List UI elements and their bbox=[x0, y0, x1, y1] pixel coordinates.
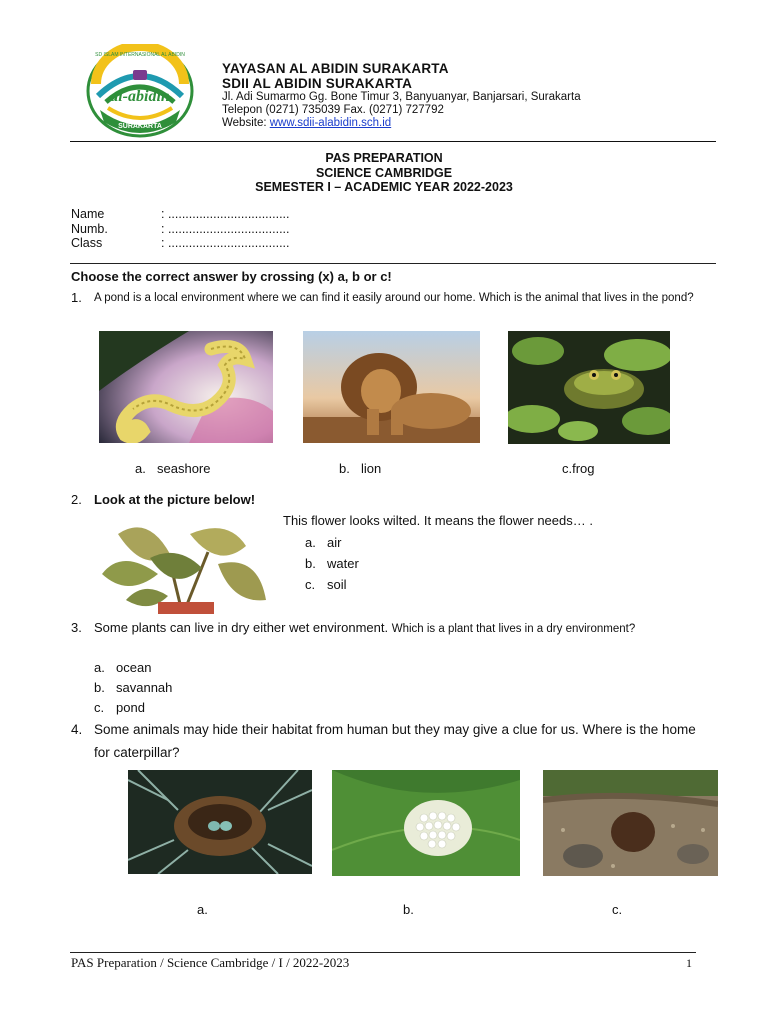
seahorse-photo bbox=[99, 331, 273, 443]
header-divider bbox=[70, 141, 716, 142]
footer-divider bbox=[70, 952, 696, 953]
school-website-line bbox=[222, 117, 581, 130]
identity-row-number[interactable]: Numb. : ................................... bbox=[71, 221, 290, 236]
title-line-3: SEMESTER I – ACADEMIC YEAR 2022-2023 bbox=[255, 180, 513, 194]
section-divider bbox=[70, 263, 716, 264]
eggs-on-leaf-photo bbox=[332, 770, 520, 876]
title-line-2: SCIENCE CAMBRIDGE bbox=[315, 165, 453, 180]
question-number: 3. bbox=[71, 620, 82, 635]
identity-row-class[interactable]: Class : ................................... bbox=[71, 236, 290, 250]
question-2 bbox=[71, 490, 371, 510]
school-info bbox=[222, 61, 581, 130]
question-4 bbox=[71, 718, 699, 764]
question-text: Some animals may hide their habitat from human but they may give a clue for us. Where is the home for caterpillar? bbox=[94, 722, 696, 760]
school-name: SDII AL ABIDIN SURAKARTA bbox=[222, 76, 413, 91]
instruction: Choose the correct answer by crossing (x) a, b or c! bbox=[71, 269, 392, 284]
q1-option-a[interactable]: a. seashore bbox=[135, 461, 211, 476]
q2-option-a[interactable]: a. air bbox=[305, 535, 342, 550]
bird-nest-photo bbox=[128, 770, 312, 874]
frog-photo bbox=[508, 331, 670, 444]
question-number: 4. bbox=[71, 722, 83, 737]
school-logo bbox=[86, 44, 194, 138]
identity-row-name[interactable]: Name : ................................... bbox=[71, 207, 290, 221]
q3-option-c[interactable]: c. pond bbox=[94, 700, 145, 715]
q2-option-c[interactable]: c. soil bbox=[305, 577, 347, 592]
wilted-plant-photo bbox=[98, 514, 268, 614]
title-line-1: PAS PREPARATION bbox=[325, 151, 443, 165]
q4-option-c[interactable]: c. bbox=[612, 902, 623, 917]
question-1 bbox=[71, 288, 699, 308]
question-text: A pond is a local environment where we can find it easily around our home. Which is the animal that lives in the pond? bbox=[94, 292, 694, 304]
q4-option-a[interactable]: a. bbox=[197, 902, 208, 917]
footer-text: PAS Preparation / Science Cambridge / I / 2022-2023 bbox=[71, 955, 350, 970]
student-identity bbox=[71, 207, 290, 251]
question-3 bbox=[71, 618, 698, 639]
name-field[interactable]: : ................................... bbox=[161, 207, 290, 221]
q3-option-a[interactable]: a. ocean bbox=[94, 660, 152, 675]
website-label: Website: bbox=[222, 117, 270, 129]
q3-option-b[interactable]: b. savannah bbox=[94, 680, 173, 695]
q2-option-b[interactable]: b. water bbox=[305, 556, 359, 571]
page-number: 1 bbox=[686, 956, 692, 970]
q1-option-c[interactable]: c.frog bbox=[562, 461, 595, 476]
document-title bbox=[70, 151, 698, 195]
q1-option-b[interactable]: b. lion bbox=[339, 461, 382, 476]
question-number: 1. bbox=[71, 290, 82, 305]
class-field[interactable]: : ................................... bbox=[161, 236, 290, 250]
logo-brand: al-abidin bbox=[110, 88, 170, 105]
q2-stem: This flower looks wilted. It means the flower needs… . bbox=[283, 513, 593, 528]
question-text: Some plants can live in dry either wet environment. Which is a plant that lives in a dry environment? bbox=[94, 620, 636, 635]
website-link[interactable]: www.sdii-alabidin.sch.id bbox=[269, 117, 392, 129]
question-number: 2. bbox=[71, 492, 82, 507]
soil-mound-photo bbox=[543, 770, 718, 876]
q4-option-b[interactable]: b. bbox=[403, 902, 414, 917]
logo-arc-text: SD ISLAM INTERNASIONAL AL ABIDIN bbox=[95, 52, 185, 58]
foundation-name: YAYASAN AL ABIDIN SURAKARTA bbox=[222, 61, 449, 76]
question-text: Look at the picture below! bbox=[94, 492, 256, 507]
school-address: Jl. Adi Sumarmo Gg. Bone Timur 3, Banyuanyar, Banjarsari, Surakarta bbox=[222, 91, 581, 103]
number-field[interactable]: : ................................... bbox=[161, 221, 290, 236]
lion-photo bbox=[303, 331, 480, 443]
school-phone: Telepon (0271) 735039 Fax. (0271) 727792 bbox=[222, 104, 444, 116]
logo-city: SURAKARTA bbox=[118, 123, 162, 130]
